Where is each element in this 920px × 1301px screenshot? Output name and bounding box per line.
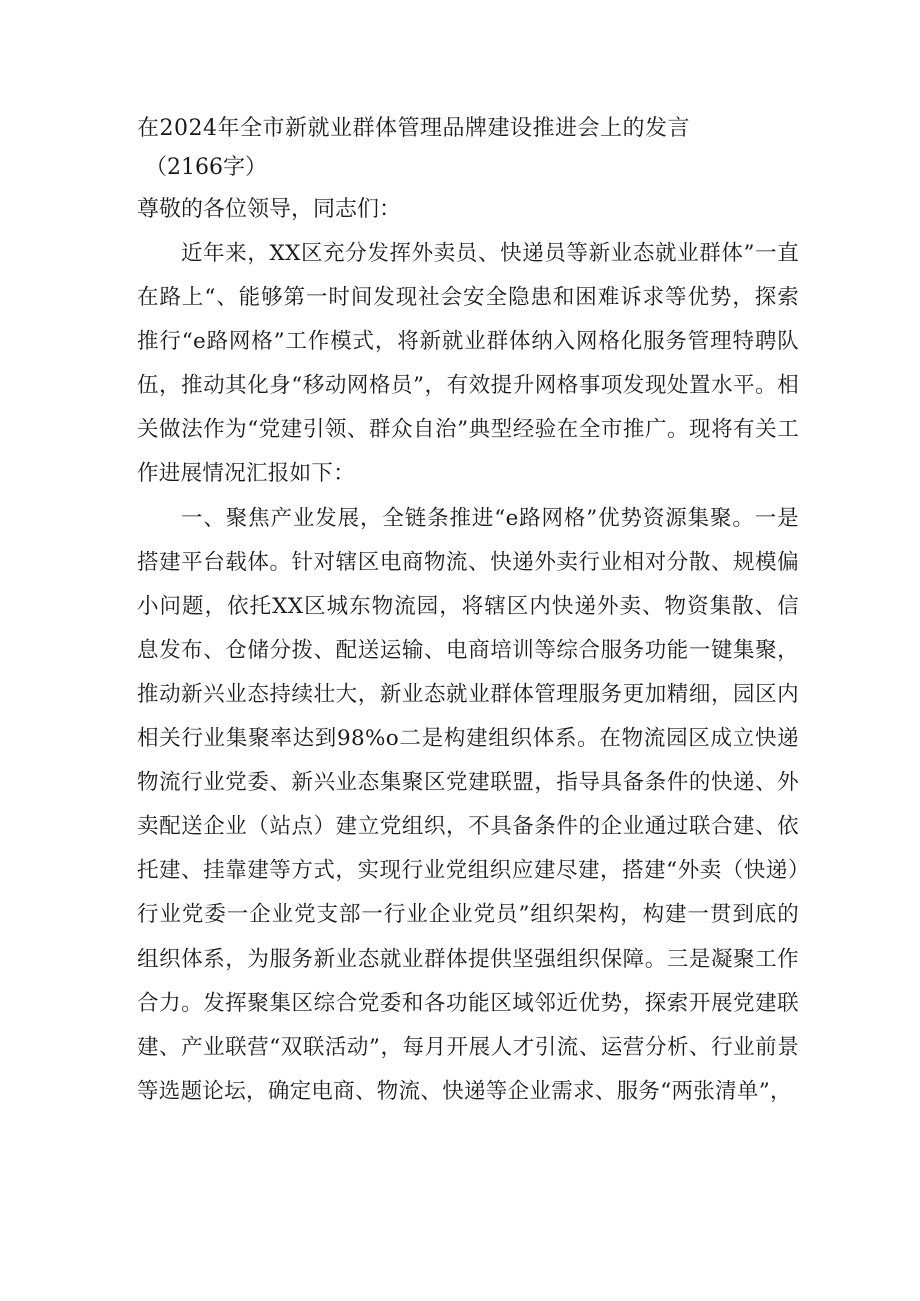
word-count: （2166字） <box>145 155 267 180</box>
document-title: 在2024年全市新就业群体管理品牌建设推进会上的发言 <box>137 116 690 141</box>
paragraph-section-one: 一、聚焦产业发展，全链条推进“e路网格”优势资源集聚。一是搭建平台载体。针对辖区电商物流、快递外卖行业相对分散、规模偏小问题，依托XX区城东物流园，将辖区内快递外卖、物资集散、信息发布、仓储分拨、配送运输、电商培训等综合服务功能一键集聚，推动新兴业态持续壮大，新业态就业群体管理服务更加精细，园区内相关行业集聚率达到98%o二是构建组织体系。在物流园区成立快递物流行业党委、新兴业态集聚区党建联盟，指导具备条件的快递、外卖配送企业（站点）建立党组织，不具备条件的企业通过联合建、依托建、挂靠建等方式，实现行业党组织应建尽建，搭建“外卖（快递）行业党委一企业党支部一行业企业党员”组织架构，构建一贯到底的组织体系，为服务新业态就业群体提供坚强组织保障。三是凝聚工作合力。发挥聚集区综合党委和各功能区域邻近优势，探索开展党建联建、产业联营“双联活动”，每月开展人才引流、运营分析、行业前景等选题论坛，确定电商、物流、快递等企业需求、服务“两张清单”， <box>137 505 799 1104</box>
salutation: 尊敬的各位领导，同志们： <box>137 197 402 222</box>
document-body <box>137 110 799 1114</box>
paragraph-intro: 近年来，XX区充分发挥外卖员、快递员等新业态就业群体”一直在路上“、能够第一时间发现社会安全隐患和困难诉求等优势，探索推行“e路网格”工作模式，将新就业群体纳入网格化服务管理特聘队伍，推动其化身“移动网格员”，有效提升网格事项发现处置水平。相关做法作为“党建引领、群众自治”典型经验在全市推广。现将有关工作进展情况汇报如下： <box>137 241 799 487</box>
